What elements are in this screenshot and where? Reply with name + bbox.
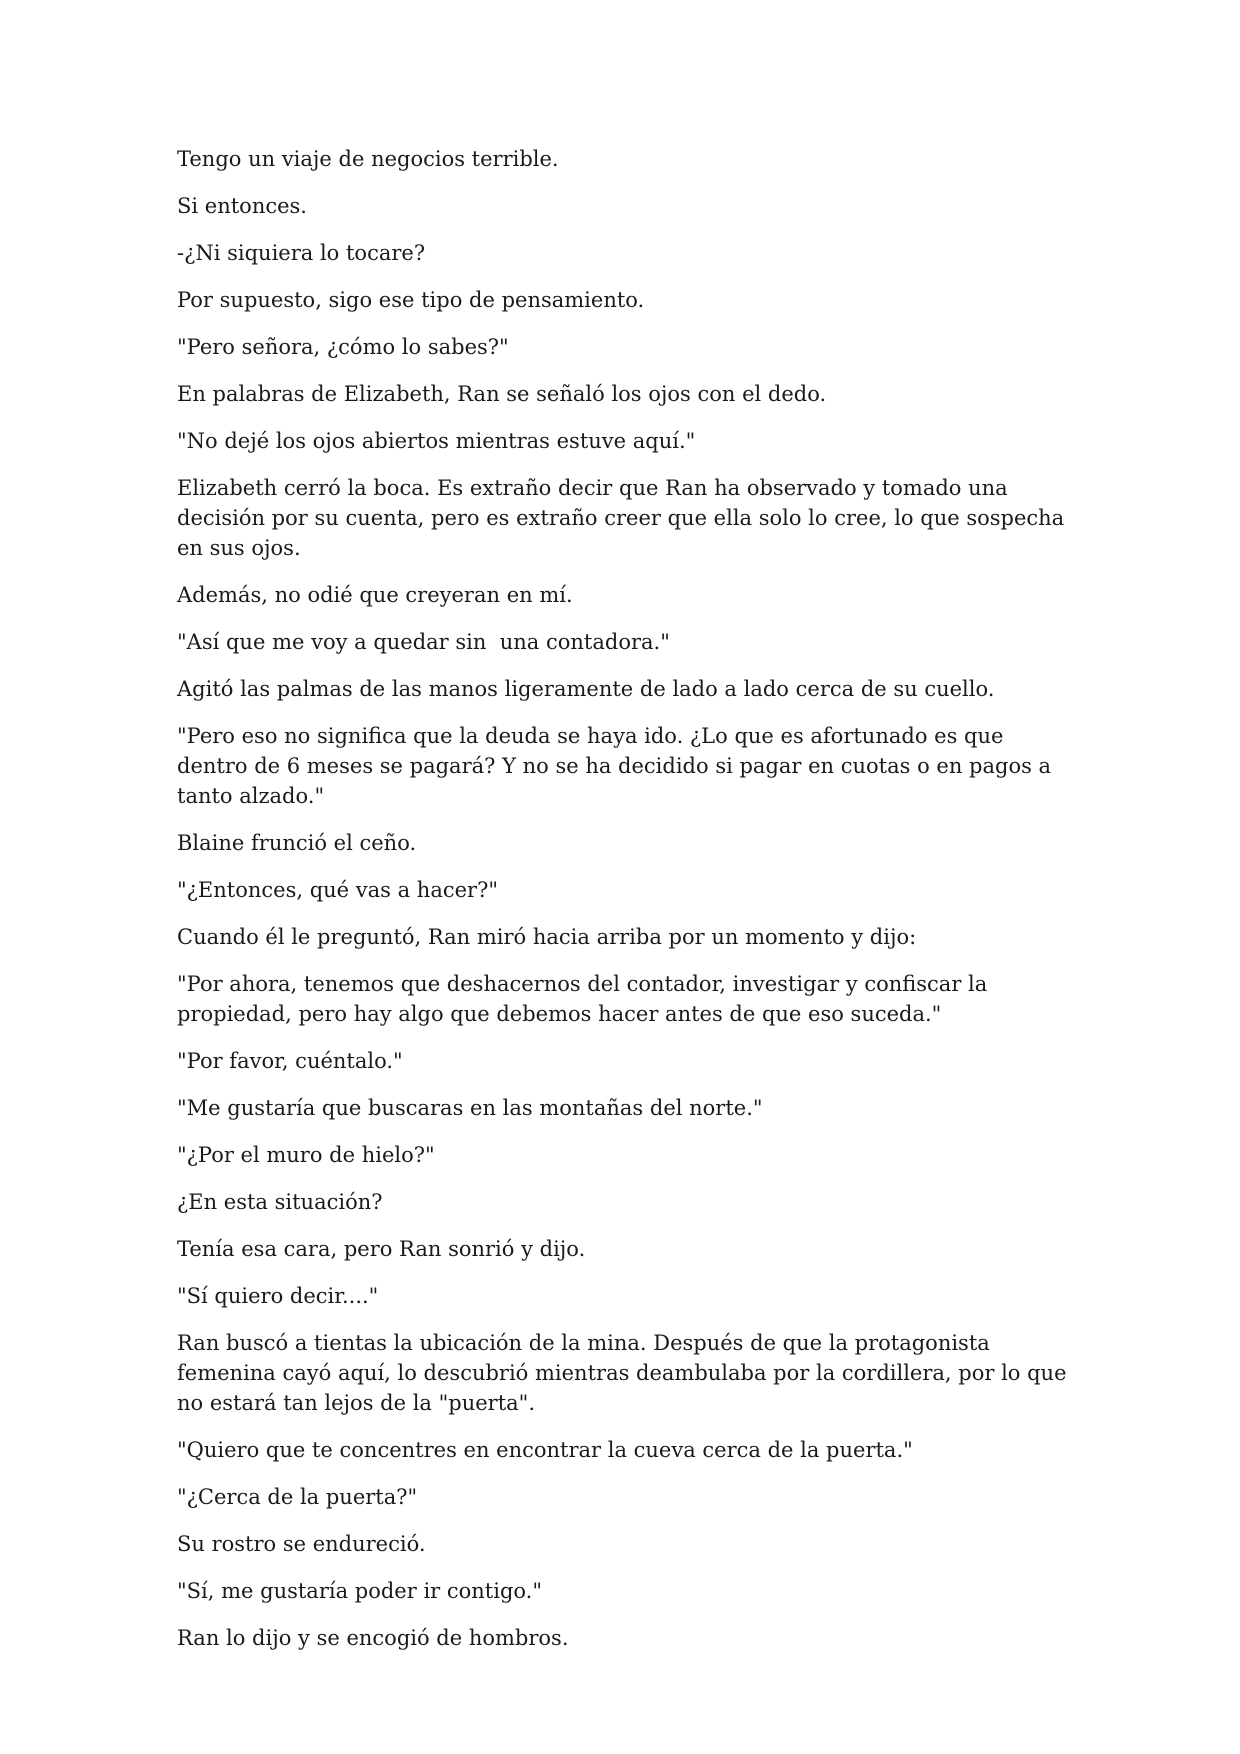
paragraph: "Por ahora, tenemos que deshacernos del contador, investigar y confiscar la propiedad, pero hay algo que debemos hacer antes de que eso suceda." (177, 972, 994, 1026)
paragraph: Agitó las palmas de las manos ligeramente de lado a lado cerca de su cuello. (177, 677, 995, 701)
paragraph: "Sí quiero decir...." (177, 1284, 379, 1308)
paragraph: Por supuesto, sigo ese tipo de pensamiento. (177, 288, 645, 312)
paragraph: ¿En esta situación? (177, 1190, 383, 1214)
paragraph: Tengo un viaje de negocios terrible. (177, 147, 559, 171)
paragraph: Cuando él le preguntó, Ran miró hacia arriba por un momento y dijo: (177, 925, 917, 949)
paragraph: "Quiero que te concentres en encontrar la cueva cerca de la puerta." (177, 1438, 913, 1462)
paragraph: En palabras de Elizabeth, Ran se señaló los ojos con el dedo. (177, 382, 827, 406)
paragraph: Si entonces. (177, 194, 307, 218)
paragraph: "Pero eso no significa que la deuda se haya ido. ¿Lo que es afortunado es que dentro de 6 meses se pagará? Y no se ha decidido si pagar en cuotas o en pagos a tanto alzado." (177, 724, 1058, 808)
paragraph: "Me gustaría que buscaras en las montañas del norte." (177, 1096, 763, 1120)
paragraph: Elizabeth cerró la boca. Es extraño decir que Ran ha observado y tomado una decisión por su cuenta, pero es extraño creer que ella solo lo cree, lo que sospecha en sus ojos. (177, 476, 1071, 560)
paragraph: Ran lo dijo y se encogió de hombros. (177, 1626, 569, 1650)
paragraph: "No dejé los ojos abiertos mientras estuve aquí." (177, 429, 696, 453)
paragraph: "¿Por el muro de hielo?" (177, 1143, 435, 1167)
paragraph: Tenía esa cara, pero Ran sonrió y dijo. (177, 1237, 586, 1261)
paragraph: -¿Ni siquiera lo tocare? (177, 241, 426, 265)
paragraph: "Pero señora, ¿cómo lo sabes?" (177, 335, 509, 359)
paragraph: "¿Cerca de la puerta?" (177, 1485, 418, 1509)
paragraph: "¿Entonces, qué vas a hacer?" (177, 878, 498, 902)
paragraph: "Sí, me gustaría poder ir contigo." (177, 1579, 543, 1603)
document-body (177, 144, 1077, 1670)
paragraph: "Así que me voy a quedar sin una contadora." (177, 630, 670, 654)
paragraph: Además, no odié que creyeran en mí. (177, 583, 573, 607)
paragraph: "Por favor, cuéntalo." (177, 1049, 403, 1073)
paragraph: Ran buscó a tientas la ubicación de la mina. Después de que la protagonista femenina cayó aquí, lo descubrió mientras deambulaba por la cordillera, por lo que no estará tan lejos de la "puerta". (177, 1331, 1074, 1415)
paragraph: Su rostro se endureció. (177, 1532, 426, 1556)
paragraph: Blaine frunció el ceño. (177, 831, 417, 855)
